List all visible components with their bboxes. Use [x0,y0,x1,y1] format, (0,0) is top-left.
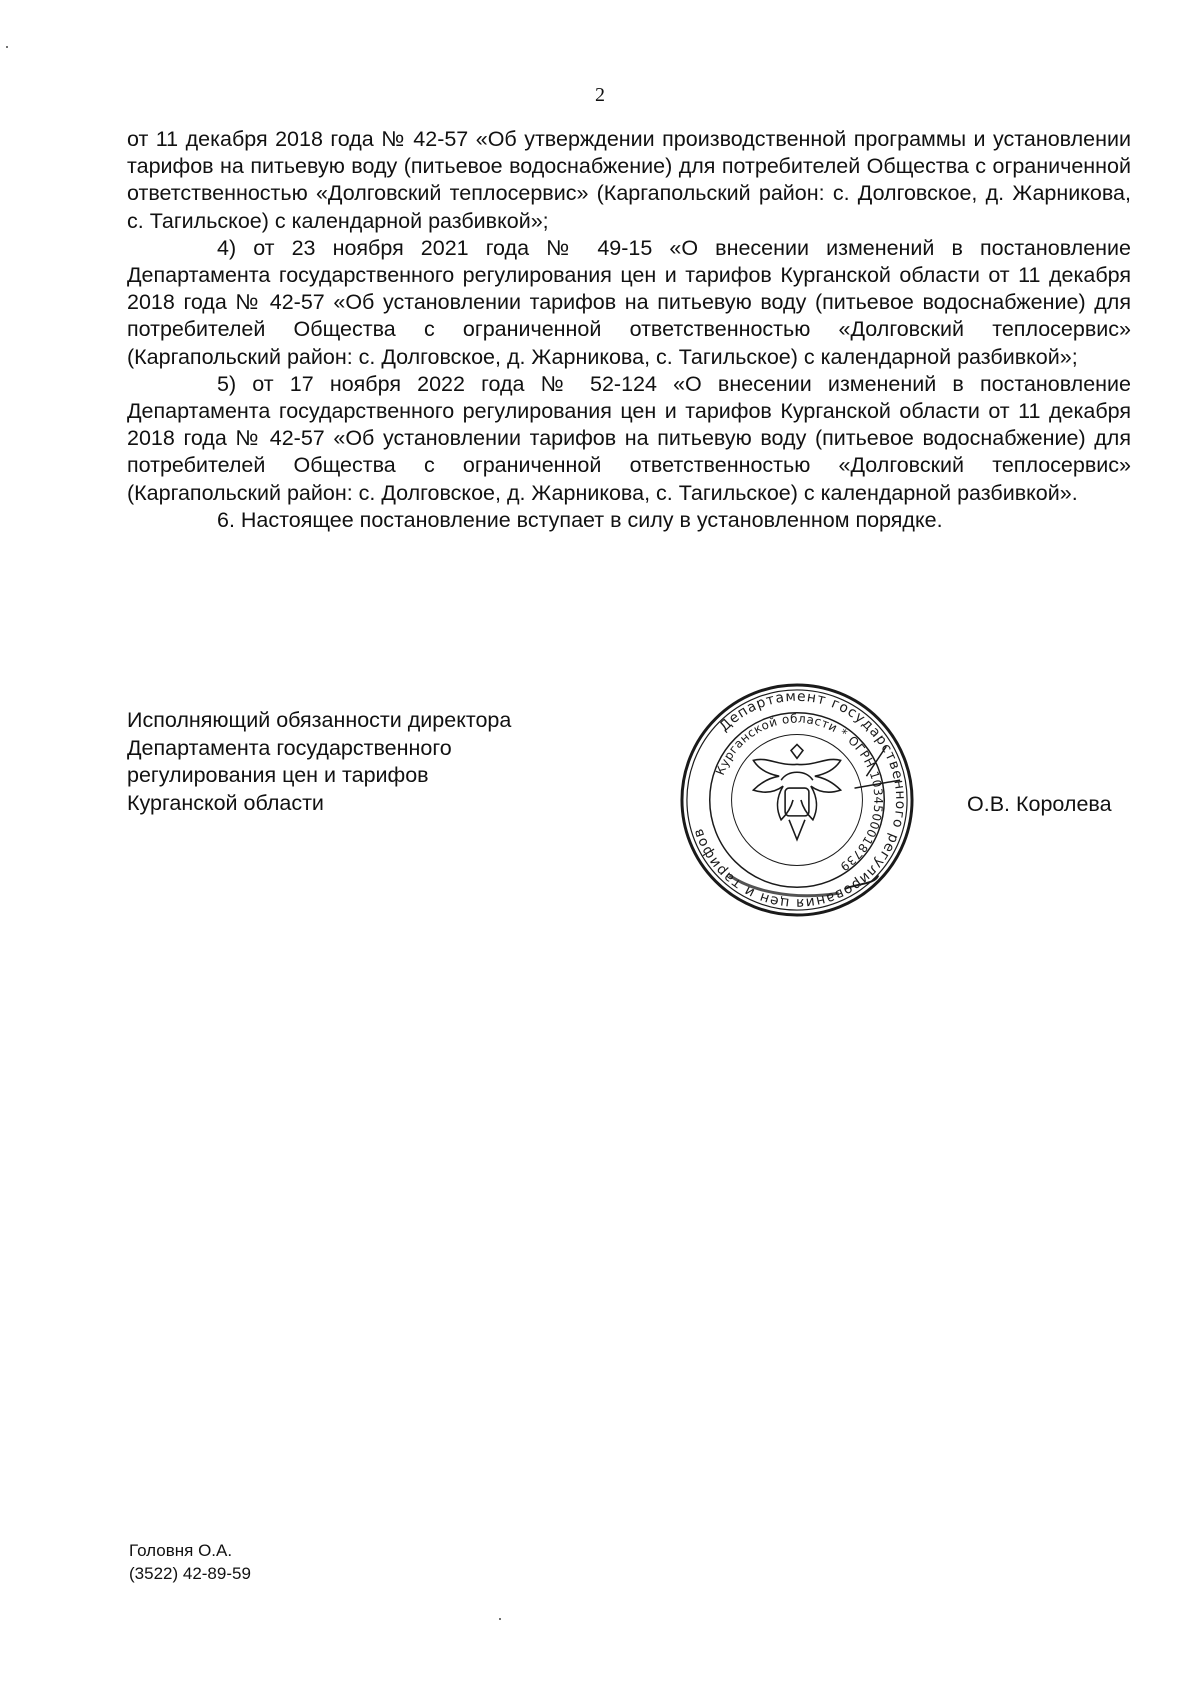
executor-info [129,1539,251,1585]
official-stamp [678,681,916,919]
paragraph-item-4: 4) от 23 ноября 2021 года № 49-15 «О внесении изменений в постановление Департамента государственного регулирования цен и тарифов Курганской области от 11 декабря 2018 года № 42-57 «Об установлении тарифов на питьевую воду (питьевое водоснабжение) для потребителей Общества с ограниченной ответственностью «Долговский теплосервис» (Каргапольский район: с. Долговское, д. Жарникова, с. Тагильское) с календарной разбивкой»; [127,235,1131,369]
signatory-name: О.В. Королева [967,792,1112,816]
stamp-inner-text: Курганской области * ОГРН 1034500018739 [713,711,886,875]
executor-phone: (3522) 42-89-59 [129,1564,251,1583]
signatory-position [127,707,607,817]
executor-name: Головня О.А. [129,1541,233,1560]
signatory-position-line: Исполняющий обязанности директора [127,708,512,732]
paragraph-continuation: от 11 декабря 2018 года № 42-57 «Об утверждении производственной программы и установлении тарифов на питьевую воду (питьевое водоснабжение) для потребителей Общества с ограниченной ответственностью «Долговский теплосервис» (Каргапольский район: с. Долговское, д. Жарникова, с. Тагильское) с календарной разбивкой»; [127,127,1131,233]
paragraph-item-5: 5) от 17 ноября 2022 года № 52-124 «О внесении изменений в постановление Департамента государственного регулирования цен и тарифов Курганской области от 11 декабря 2018 года № 42-57 «Об установлении тарифов на питьевую воду (питьевое водоснабжение) для потребителей Общества с ограниченной ответственностью «Долговский теплосервис» (Каргапольский район: с. Долговское, д. Жарникова, с. Тагильское) с календарной разбивкой». [127,371,1131,505]
stamp-outer-text: Департамент государственного регулирования цен и тарифов [690,688,909,912]
document-body [127,126,1131,534]
page-number: 2 [595,84,605,106]
svg-text:Курганской области * ОГРН 1034 [713,712,885,874]
signatory-position-line: регулирования цен и тарифов [127,763,429,787]
paragraph-item-6: 6. Настоящее постановление вступает в силу в установленном порядке. [217,507,943,532]
signatory-position-line: Курганской области [127,790,324,815]
coat-of-arms-seal-icon [682,685,912,915]
scan-speck [499,1618,501,1620]
scan-speck [6,46,8,48]
signatory-position-line: Департамента государственного [127,735,452,760]
